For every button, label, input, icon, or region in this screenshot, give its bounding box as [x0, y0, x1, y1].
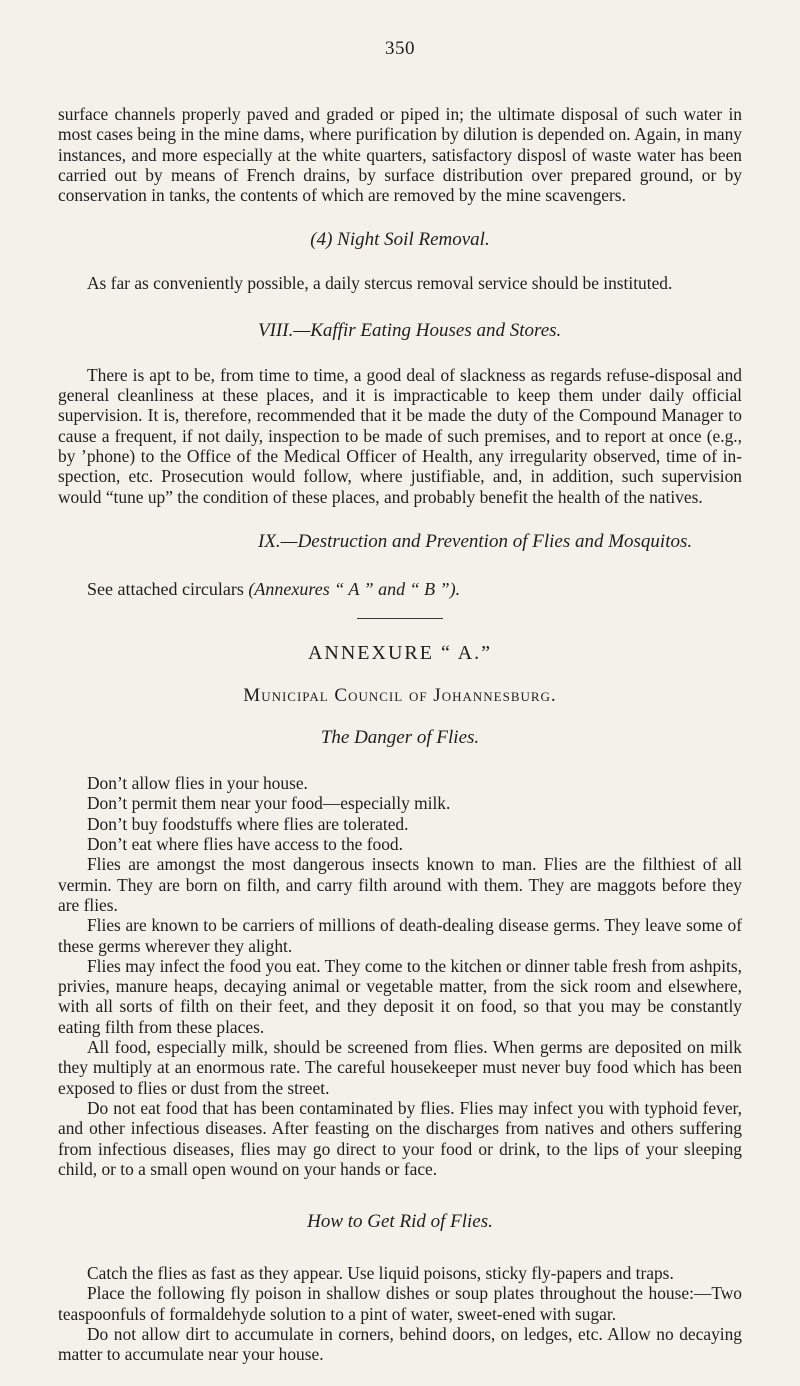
paragraph-catch-flies: Catch the flies as fast as they appear. Use liquid poisons, sticky fly-papers and traps.	[87, 1263, 674, 1284]
paragraph-kaffir-eating-houses: There is apt to be, from time to time, a good deal of slackness as regards refuse-disposal and general cleanliness at these places, and it is impracticable to keep them under daily official supervision. It is, therefore, recommended that it be made the duty of the Compound Manager to cause a frequent, if not daily, inspection to be made of such premises, and to report at once (e.g., by ’phone) to the Office of the Medical Officer of Health, any irregularity observed, time of in-spection, etc. Prosecution would follow, where justifiable, and, in addition, such supervision would “tune up” the condition of these places, and probably benefit the health of the natives.	[58, 364, 742, 507]
heading-kaffir-eating-houses: VIII.—Kaffir Eating Houses and Stores.	[258, 319, 562, 341]
paragraph-surface-channels: surface channels properly paved and graded or piped in; the ultimate disposal of such water in most cases being in the mine dams, where purification by dilution is depended on. Again, in many instances, and more especially at the white quarters, satisfactory disposl of waste water has been carried out by means of French drains, by surface distribution over prepared ground, or by conservation in tanks, the contents of which are removed by the mine scavengers.	[58, 104, 742, 206]
dont-line: Don’t eat where flies have access to the food.	[87, 834, 403, 855]
heading-night-soil-removal: (4) Night Soil Removal.	[310, 229, 490, 251]
paragraph-flies-germs: Flies are known to be carriers of millions of death-dealing disease germs. They leave some of these germs wherever they alight.	[58, 915, 742, 956]
paragraph-fly-poison: Place the following fly poison in shallow dishes or soup plates throughout the house:—Two teaspoonfuls of formaldehyde solution to a pint of water, sweet-ened with sugar.	[58, 1283, 742, 1324]
dont-line: Don’t allow flies in your house.	[87, 773, 308, 794]
paragraph-flies-dangerous: Flies are amongst the most dangerous insects known to man. Flies are the filthiest of all vermin. They are born on filth, and carry filth around with them. They are maggots before they are flies.	[58, 854, 742, 915]
paragraph-no-dirt: Do not allow dirt to accumulate in corners, behind doors, on ledges, etc. Allow no decaying matter to accumulate near your house.	[58, 1323, 742, 1365]
annexure-a-title: ANNEXURE “ A.”	[307, 642, 493, 665]
dont-line: Don’t permit them near your food—especially milk.	[87, 793, 451, 814]
paragraph-night-soil: As far as conveniently possible, a daily stercus removal service should be instituted.	[87, 273, 673, 294]
paragraph-screen-food: All food, especially milk, should be screened from flies. When germs are deposited on milk they multiply at an enormous rate. The careful housekeeper must never buy food which has been exposed to flies or dust from the street.	[58, 1037, 742, 1098]
section-divider	[357, 618, 443, 619]
paragraph-flies-infect-food: Flies may infect the food you eat. They come to the kitchen or dinner table fresh from ashpits, privies, manure heaps, decaying animal or vegetable matter, from the sick room and elsewhere, with all sorts of filth on their feet, and they deposit it on food, so that you may be constantly eating filth from these places.	[58, 955, 742, 1037]
how-to-get-rid-of-flies-title: How to Get Rid of Flies.	[307, 1211, 493, 1233]
annexures-reference: (Annexures “ A ” and “ B ”).	[248, 578, 461, 599]
dont-line: Don’t buy foodstuffs where flies are tolerated.	[87, 813, 409, 834]
paragraph-contaminated-food: Do not eat food that has been contaminated by flies. Flies may infect you with typhoid fever, and other infectious diseases. After feasting on the discharges from natives and others suffering from infectious diseases, flies may go direct to your food or drink, to the lips of your sleeping child, or to a small open wound on your hands or face.	[58, 1097, 742, 1179]
see-attached-prefix: See attached circulars	[87, 578, 249, 599]
danger-of-flies-title: The Danger of Flies.	[320, 727, 480, 749]
council-name: Municipal Council of Johannesburg.	[243, 685, 557, 707]
page-number: 350	[385, 38, 415, 59]
see-attached-circulars	[58, 579, 742, 599]
heading-destruction-of-flies: IX.—Destruction and Prevention of Flies and Mosquitos.	[258, 530, 693, 552]
